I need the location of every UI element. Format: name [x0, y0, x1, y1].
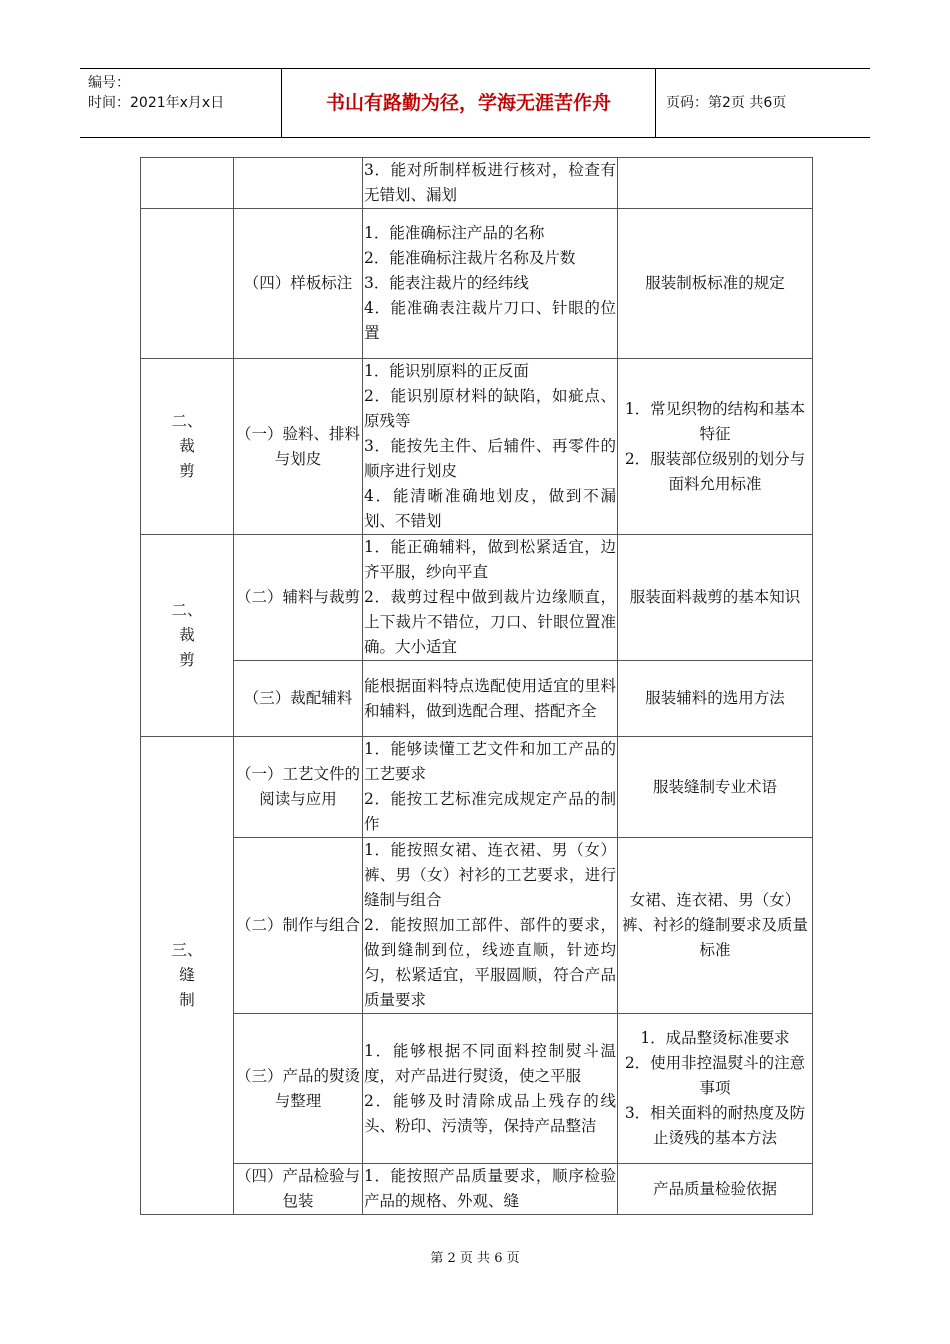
table-row: [141, 158, 813, 209]
knowledge-text: 1．常见织物的结构和基本特征: [624, 399, 806, 443]
unit-text: （一）验料、排料与划皮: [235, 424, 360, 468]
unit-cell: [234, 838, 363, 1014]
skill-text: 2．能识别原材料的缺陷，如疵点、原残等: [364, 387, 616, 430]
knowledge-cell: [618, 158, 813, 209]
skill-text: 1．能识别原料的正反面: [364, 362, 529, 380]
skill-text: 1．能够读懂工艺文件和加工产品的工艺要求: [364, 740, 616, 783]
document-date: 时间：2021年x月x日: [88, 95, 225, 111]
module-cell: [141, 535, 234, 737]
skill-cell: [363, 535, 618, 661]
skill-text: 2．能准确标注裁片名称及片数: [364, 249, 576, 267]
header-meta: [80, 69, 282, 137]
module-text: 制: [179, 991, 195, 1009]
unit-text: （三）产品的熨烫与整理: [235, 1066, 360, 1110]
skill-cell: [363, 737, 618, 838]
table-row: [141, 661, 813, 737]
module-text: 缝: [179, 966, 195, 984]
header-page-info: 页码：第2页 共6页: [666, 95, 787, 111]
unit-cell: [234, 535, 363, 661]
module-cell: [141, 209, 234, 359]
unit-text: （四）产品检验与包装: [235, 1167, 360, 1210]
skill-text: 1．能够根据不同面料控制熨斗温度，对产品进行熨烫，使之平服: [364, 1041, 616, 1085]
skill-text: 能根据面料特点选配使用适宜的里料和辅料，做到选配合理、搭配齐全: [364, 676, 616, 720]
module-text: 剪: [179, 462, 195, 480]
knowledge-cell: [618, 661, 813, 737]
table-row: [141, 209, 813, 359]
module-cell: [141, 737, 234, 1215]
skill-text: 1．能按照女裙、连衣裙、男（女）裤、男（女）衬衫的工艺要求，进行缝制与组合: [364, 841, 616, 909]
unit-cell: [234, 1164, 363, 1215]
skill-text: 3．能对所制样板进行核对，检查有无错划、漏划: [364, 161, 616, 204]
skill-cell: [363, 661, 618, 737]
module-text: 二、: [171, 601, 203, 619]
skill-text: 2．能按工艺标准完成规定产品的制作: [364, 790, 616, 833]
knowledge-text: 3．相关面料的耐热度及防止烫残的基本方法: [624, 1104, 806, 1147]
module-cell: [141, 158, 234, 209]
module-text: 裁: [179, 437, 195, 455]
knowledge-text: 服装制板标准的规定: [645, 274, 785, 292]
knowledge-text: 女裙、连衣裙、男（女）裤、衬衫的缝制要求及质量标准: [621, 891, 808, 959]
skill-text: 4．能清晰准确地划皮，做到不漏划、不错划: [364, 487, 616, 530]
knowledge-text: 产品质量检验依据: [652, 1179, 777, 1198]
unit-cell: [234, 737, 363, 838]
skill-cell: [363, 1164, 618, 1215]
skill-text: 3．能按先主件、后辅件、再零件的顺序进行划皮: [364, 437, 616, 480]
table-row: [141, 1014, 813, 1164]
unit-text: （四）样板标注: [243, 274, 353, 292]
skill-cell: [363, 838, 618, 1014]
module-text: 裁: [179, 626, 195, 644]
skill-cell: [363, 158, 618, 209]
knowledge-text: 2．使用非控温熨斗的注意事项: [624, 1054, 806, 1097]
knowledge-cell: [618, 1164, 813, 1215]
unit-cell: [234, 661, 363, 737]
skill-cell: [363, 1014, 618, 1164]
table-row: [141, 359, 813, 535]
unit-cell: [234, 1014, 363, 1164]
knowledge-text: 服装缝制专业术语: [652, 777, 777, 796]
unit-text: （二）制作与组合: [235, 916, 360, 934]
knowledge-cell: [618, 535, 813, 661]
knowledge-text: 2．服装部位级别的划分与面料允用标准: [624, 449, 806, 493]
skill-text: 4．能准确表注裁片刀口、针眼的位置: [364, 299, 616, 342]
knowledge-cell: [618, 737, 813, 838]
header-motto: 书山有路勤为径，学海无涯苦作舟: [282, 69, 656, 137]
table-row: [141, 535, 813, 661]
unit-text: （三）裁配辅料: [243, 689, 353, 707]
skills-table: [140, 157, 813, 1215]
knowledge-text: 服装面料裁剪的基本知识: [629, 588, 801, 606]
skill-text: 2．能够及时清除成品上残存的线头、粉印、污渍等，保持产品整洁: [364, 1091, 616, 1135]
skill-text: 1．能准确标注产品的名称: [364, 224, 545, 242]
document-number-label: 编号：: [88, 75, 130, 91]
skill-text: 2．能按照加工部件、部件的要求，做到缝制到位，线迹直顺，针迹均匀，松紧适宜，平服圆顺，符合产品质量要求: [364, 916, 616, 1009]
page-footer: 第 2 页 共 6 页: [430, 1251, 520, 1266]
knowledge-cell: [618, 838, 813, 1014]
knowledge-text: 服装辅料的选用方法: [645, 689, 785, 707]
skill-text: 3．能表注裁片的经纬线: [364, 274, 529, 292]
module-text: 剪: [179, 651, 195, 669]
skill-text: 2．裁剪过程中做到裁片边缘顺直，上下裁片不错位，刀口、针眼位置准确。大小适宜: [364, 588, 616, 656]
module-cell: [141, 359, 234, 535]
skill-text: 1．能按照产品质量要求，顺序检验产品的规格、外观、缝: [364, 1167, 616, 1210]
table-row: [141, 838, 813, 1014]
knowledge-text: 1．成品整烫标准要求: [640, 1029, 790, 1047]
knowledge-cell: [618, 1014, 813, 1164]
unit-cell: [234, 359, 363, 535]
knowledge-cell: [618, 359, 813, 535]
unit-cell: [234, 209, 363, 359]
unit-text: （一）工艺文件的阅读与应用: [235, 765, 360, 808]
skill-cell: [363, 209, 618, 359]
page-header: [80, 68, 870, 138]
unit-cell: [234, 158, 363, 209]
skill-text: 1．能正确辅料，做到松紧适宜，边齐平服，纱向平直: [364, 538, 616, 581]
module-text: 二、: [171, 412, 203, 430]
unit-text: （二）辅料与裁剪: [235, 588, 360, 606]
module-text: 三、: [171, 941, 203, 959]
skill-cell: [363, 359, 618, 535]
table-row: [141, 737, 813, 838]
table-row: [141, 1164, 813, 1215]
knowledge-cell: [618, 209, 813, 359]
